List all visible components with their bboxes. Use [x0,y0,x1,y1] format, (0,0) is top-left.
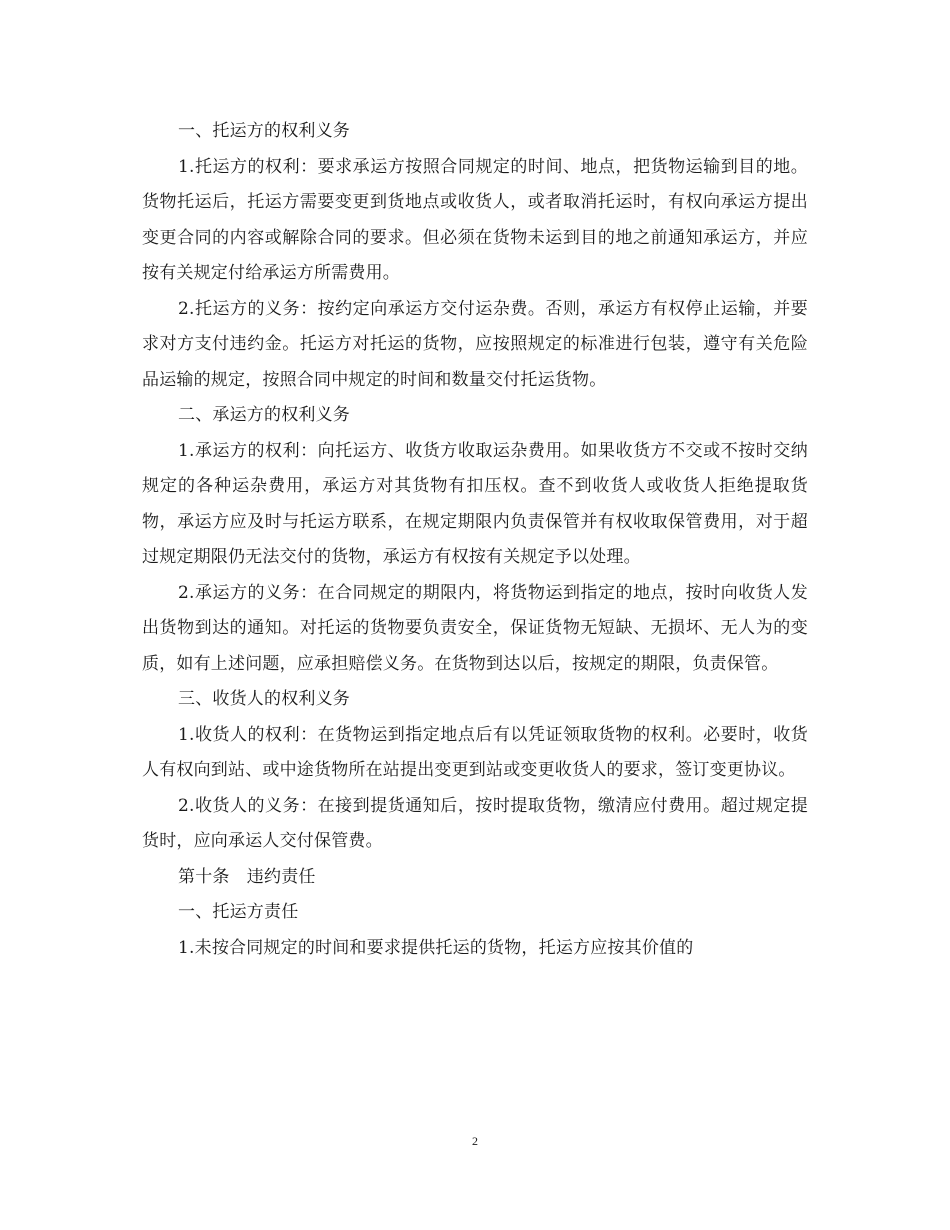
paragraph-shipper-rights: 1.托运方的权利：要求承运方按照合同规定的时间、地点，把货物运输到目的地。货物托运后，托运方需要变更到货地点或收货人，或者取消托运时，有权向承运方提出变更合同的内容或解除合同的要求。但必须在货物未运到目的地之前通知承运方，并应按有关规定付给承运方所需费用。 [142,156,808,283]
paragraph-consignee-obligations: 2.收货人的义务：在接到提货通知后，按时提取货物，缴清应付费用。超过规定提货时，应向承运人交付保管费。 [142,795,808,851]
section-heading-consignee: 三、收货人的权利义务 [178,689,350,709]
document-body [142,114,808,966]
section-heading-shipper: 一、托运方的权利义务 [178,121,350,141]
paragraph-shipper-liability-1: 1.未按合同规定的时间和要求提供托运的货物，托运方应按其价值的 [178,937,694,958]
section-heading-shipper-liability: 一、托运方责任 [178,902,299,922]
paragraph-shipper-obligations: 2.托运方的义务：按约定向承运方交付运杂费。否则，承运方有权停止运输，并要求对方支付违约金。托运方对托运的货物，应按照规定的标准进行包装，遵守有关危险品运输的规定，按照合同中规定的时间和数量交付托运货物。 [142,298,808,390]
paragraph-consignee-rights: 1.收货人的权利：在货物运到指定地点后有以凭证领取货物的权利。必要时，收货人有权向到站、或中途货物所在站提出变更到站或变更收货人的要求，签订变更协议。 [142,724,808,780]
article-heading-liability: 第十条 违约责任 [178,866,316,887]
paragraph-carrier-obligations: 2.承运方的义务：在合同规定的期限内，将货物运到指定的地点，按时向收货人发出货物到达的通知。对托运的货物要负责安全，保证货物无短缺、无损坏、无人为的变质，如有上述问题，应承担赔偿义务。在货物到达以后，按规定的期限，负责保管。 [142,582,808,674]
page-number: 2 [472,1134,478,1148]
section-heading-carrier: 二、承运方的权利义务 [178,405,350,425]
paragraph-carrier-rights: 1.承运方的权利：向托运方、收货方收取运杂费用。如果收货方不交或不按时交纳规定的各种运杂费用，承运方对其货物有扣压权。查不到收货人或收货人拒绝提取货物，承运方应及时与托运方联系，在规定期限内负责保管并有权收取保管费用，对于超过规定期限仍无法交付的货物，承运方有权按有关规定予以处理。 [142,440,808,567]
